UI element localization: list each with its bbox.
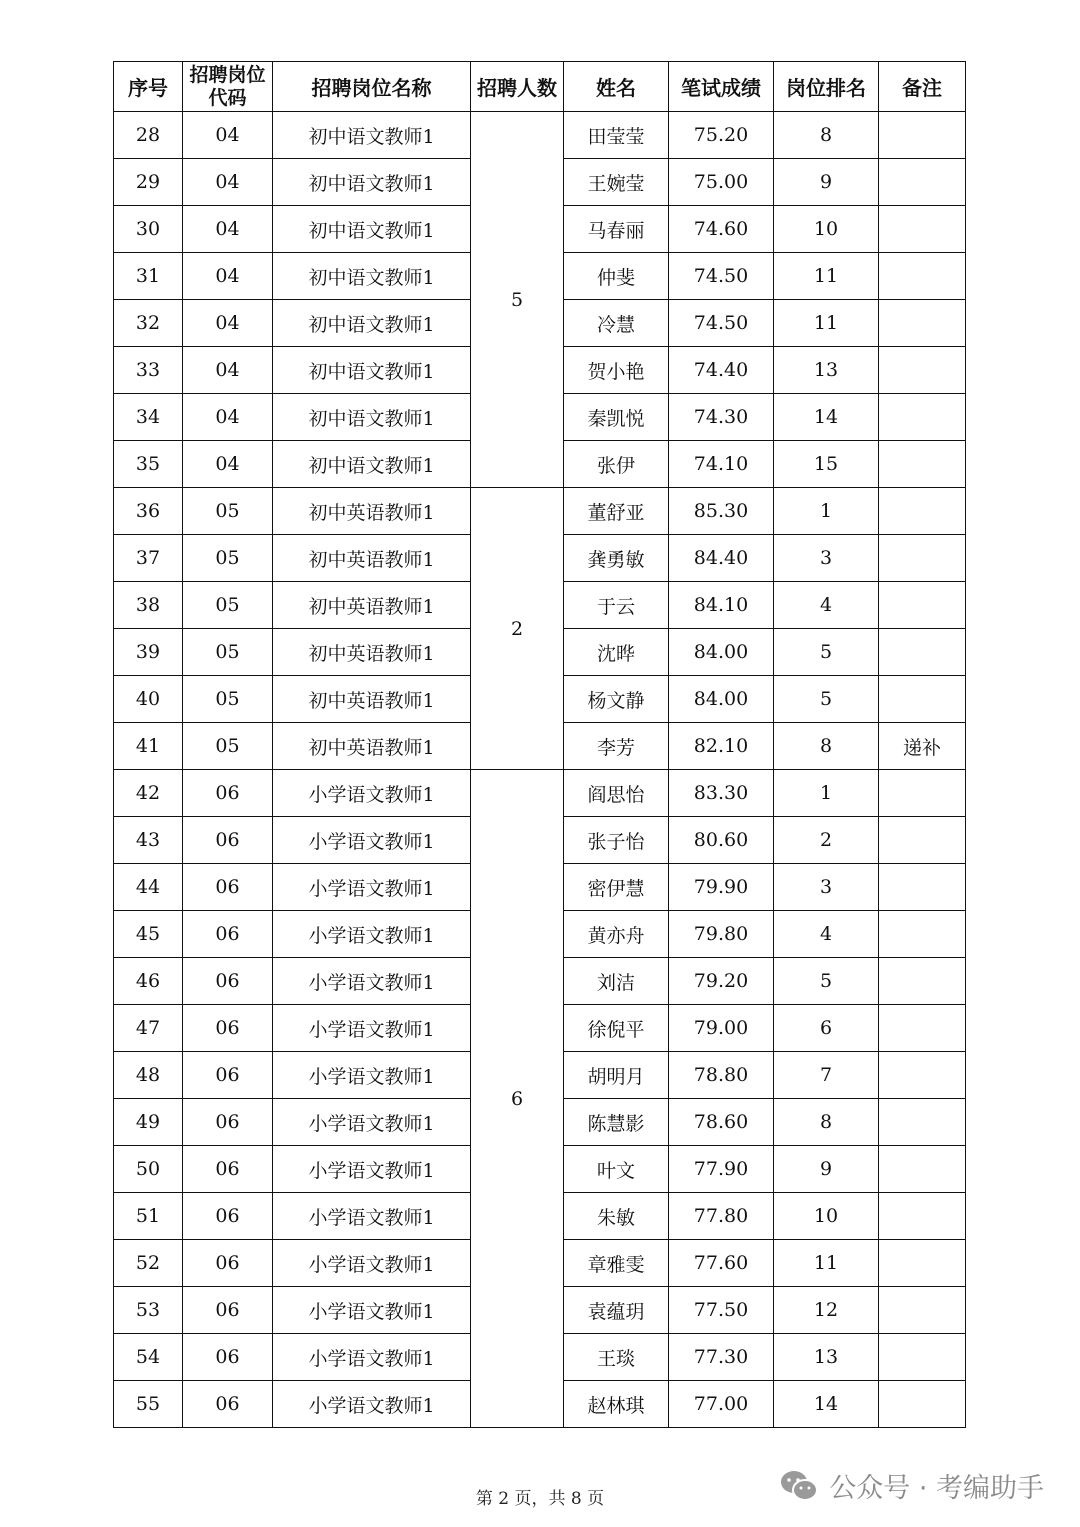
row-score: 78.60 (669, 1099, 774, 1146)
row-post: 小学语文教师1 (273, 1193, 471, 1240)
row-no: 41 (114, 723, 183, 770)
row-no: 46 (114, 958, 183, 1005)
row-note (879, 347, 966, 394)
watermark-text: 公众号 · 考编助手 (829, 1473, 1044, 1504)
row-code: 04 (183, 253, 273, 300)
row-rank: 9 (774, 1146, 879, 1193)
row-post: 初中语文教师1 (273, 394, 471, 441)
row-score: 77.30 (669, 1334, 774, 1381)
page-footer: 第 2 页，共 8 页 (475, 1489, 605, 1509)
row-post: 小学语文教师1 (273, 1381, 471, 1428)
row-score: 74.40 (669, 347, 774, 394)
row-note (879, 676, 966, 723)
row-name: 于云 (564, 582, 669, 629)
row-name: 赵林琪 (564, 1381, 669, 1428)
row-name: 黄亦舟 (564, 911, 669, 958)
row-no: 49 (114, 1099, 183, 1146)
row-no: 43 (114, 817, 183, 864)
row-code: 05 (183, 723, 273, 770)
row-rank: 6 (774, 1005, 879, 1052)
row-no: 34 (114, 394, 183, 441)
row-code: 04 (183, 441, 273, 488)
row-code: 04 (183, 206, 273, 253)
row-name: 秦凯悦 (564, 394, 669, 441)
row-code: 05 (183, 582, 273, 629)
watermark (779, 1466, 1044, 1505)
row-score: 77.80 (669, 1193, 774, 1240)
row-name: 杨文静 (564, 676, 669, 723)
row-code: 06 (183, 1334, 273, 1381)
row-no: 40 (114, 676, 183, 723)
row-note (879, 958, 966, 1005)
row-post: 初中英语教师1 (273, 488, 471, 535)
row-post: 小学语文教师1 (273, 1146, 471, 1193)
row-code: 06 (183, 911, 273, 958)
row-post: 小学语文教师1 (273, 1052, 471, 1099)
row-rank: 5 (774, 958, 879, 1005)
row-score: 80.60 (669, 817, 774, 864)
row-note (879, 911, 966, 958)
row-name: 朱敏 (564, 1193, 669, 1240)
row-code: 04 (183, 347, 273, 394)
row-post: 小学语文教师1 (273, 817, 471, 864)
row-name: 胡明月 (564, 1052, 669, 1099)
row-rank: 7 (774, 1052, 879, 1099)
header-score: 笔试成绩 (669, 62, 774, 112)
row-no: 45 (114, 911, 183, 958)
row-name: 贺小艳 (564, 347, 669, 394)
row-note (879, 629, 966, 676)
row-score: 79.80 (669, 911, 774, 958)
row-no: 47 (114, 1005, 183, 1052)
table-row (114, 770, 966, 817)
row-post: 初中语文教师1 (273, 112, 471, 159)
row-no: 53 (114, 1287, 183, 1334)
row-no: 37 (114, 535, 183, 582)
row-note (879, 1287, 966, 1334)
row-note (879, 1146, 966, 1193)
row-name: 袁蕴玥 (564, 1287, 669, 1334)
row-note (879, 300, 966, 347)
row-post: 小学语文教师1 (273, 1099, 471, 1146)
results-table (113, 61, 966, 1428)
row-note (879, 112, 966, 159)
table-body (114, 112, 966, 1428)
row-note (879, 864, 966, 911)
row-score: 75.00 (669, 159, 774, 206)
row-note (879, 441, 966, 488)
header-no: 序号 (114, 62, 183, 112)
row-rank: 15 (774, 441, 879, 488)
row-post: 小学语文教师1 (273, 958, 471, 1005)
row-rank: 11 (774, 253, 879, 300)
row-rank: 1 (774, 770, 879, 817)
row-name: 陈慧影 (564, 1099, 669, 1146)
row-score: 77.00 (669, 1381, 774, 1428)
row-score: 83.30 (669, 770, 774, 817)
row-post: 初中英语教师1 (273, 582, 471, 629)
row-code: 06 (183, 770, 273, 817)
row-code: 06 (183, 817, 273, 864)
row-no: 55 (114, 1381, 183, 1428)
row-name: 沈晔 (564, 629, 669, 676)
row-rank: 9 (774, 159, 879, 206)
row-name: 刘洁 (564, 958, 669, 1005)
row-post: 初中语文教师1 (273, 253, 471, 300)
row-post: 初中语文教师1 (273, 347, 471, 394)
row-rank: 5 (774, 629, 879, 676)
row-code: 04 (183, 300, 273, 347)
row-rank: 14 (774, 1381, 879, 1428)
row-no: 29 (114, 159, 183, 206)
row-code: 06 (183, 1005, 273, 1052)
row-rank: 8 (774, 112, 879, 159)
row-name: 章雅雯 (564, 1240, 669, 1287)
row-name: 徐倪平 (564, 1005, 669, 1052)
row-post: 初中语文教师1 (273, 300, 471, 347)
row-no: 51 (114, 1193, 183, 1240)
row-code: 06 (183, 1240, 273, 1287)
row-post: 初中英语教师1 (273, 676, 471, 723)
row-code: 06 (183, 1052, 273, 1099)
row-score: 79.90 (669, 864, 774, 911)
row-score: 84.00 (669, 676, 774, 723)
header-code: 招聘岗位 代码 (183, 62, 273, 112)
row-rank: 11 (774, 300, 879, 347)
row-no: 35 (114, 441, 183, 488)
row-name: 龚勇敏 (564, 535, 669, 582)
row-rank: 1 (774, 488, 879, 535)
row-name: 仲斐 (564, 253, 669, 300)
row-post: 小学语文教师1 (273, 1334, 471, 1381)
row-rank: 8 (774, 1099, 879, 1146)
row-code: 06 (183, 958, 273, 1005)
row-rank: 3 (774, 535, 879, 582)
row-count: 6 (471, 770, 564, 1428)
row-note (879, 206, 966, 253)
row-note (879, 488, 966, 535)
header-row (114, 62, 966, 112)
row-code: 06 (183, 1146, 273, 1193)
row-rank: 4 (774, 911, 879, 958)
row-score: 84.10 (669, 582, 774, 629)
row-name: 马春丽 (564, 206, 669, 253)
row-rank: 13 (774, 347, 879, 394)
row-count: 5 (471, 112, 564, 488)
row-rank: 13 (774, 1334, 879, 1381)
row-post: 初中语文教师1 (273, 159, 471, 206)
header-post: 招聘岗位名称 (273, 62, 471, 112)
row-score: 77.90 (669, 1146, 774, 1193)
row-no: 30 (114, 206, 183, 253)
row-no: 52 (114, 1240, 183, 1287)
row-code: 06 (183, 1099, 273, 1146)
row-no: 54 (114, 1334, 183, 1381)
row-no: 50 (114, 1146, 183, 1193)
row-note (879, 582, 966, 629)
header-note: 备注 (879, 62, 966, 112)
table-row (114, 112, 966, 159)
table-row (114, 488, 966, 535)
row-note: 递补 (879, 723, 966, 770)
wechat-icon (779, 1469, 819, 1503)
row-code: 05 (183, 488, 273, 535)
row-name: 董舒亚 (564, 488, 669, 535)
row-count: 2 (471, 488, 564, 770)
row-rank: 3 (774, 864, 879, 911)
row-name: 叶文 (564, 1146, 669, 1193)
row-rank: 10 (774, 1193, 879, 1240)
row-note (879, 1099, 966, 1146)
row-note (879, 535, 966, 582)
row-no: 33 (114, 347, 183, 394)
row-score: 74.50 (669, 300, 774, 347)
row-code: 05 (183, 676, 273, 723)
row-no: 42 (114, 770, 183, 817)
row-post: 小学语文教师1 (273, 1287, 471, 1334)
row-no: 36 (114, 488, 183, 535)
row-post: 初中英语教师1 (273, 535, 471, 582)
row-code: 05 (183, 535, 273, 582)
row-no: 39 (114, 629, 183, 676)
row-name: 王琰 (564, 1334, 669, 1381)
row-rank: 11 (774, 1240, 879, 1287)
row-note (879, 394, 966, 441)
row-score: 79.20 (669, 958, 774, 1005)
row-no: 38 (114, 582, 183, 629)
row-code: 06 (183, 864, 273, 911)
row-rank: 5 (774, 676, 879, 723)
row-no: 44 (114, 864, 183, 911)
row-score: 84.00 (669, 629, 774, 676)
row-note (879, 770, 966, 817)
row-note (879, 159, 966, 206)
row-no: 31 (114, 253, 183, 300)
row-name: 张伊 (564, 441, 669, 488)
row-post: 初中英语教师1 (273, 723, 471, 770)
row-post: 小学语文教师1 (273, 864, 471, 911)
row-name: 张子怡 (564, 817, 669, 864)
row-score: 74.60 (669, 206, 774, 253)
row-rank: 8 (774, 723, 879, 770)
row-rank: 4 (774, 582, 879, 629)
row-note (879, 1193, 966, 1240)
row-code: 05 (183, 629, 273, 676)
row-name: 李芳 (564, 723, 669, 770)
row-code: 04 (183, 159, 273, 206)
row-note (879, 1005, 966, 1052)
row-score: 74.10 (669, 441, 774, 488)
row-post: 小学语文教师1 (273, 770, 471, 817)
row-name: 密伊慧 (564, 864, 669, 911)
row-post: 初中语文教师1 (273, 206, 471, 253)
row-code: 06 (183, 1381, 273, 1428)
row-note (879, 1334, 966, 1381)
row-rank: 14 (774, 394, 879, 441)
row-score: 82.10 (669, 723, 774, 770)
row-note (879, 1381, 966, 1428)
row-score: 77.50 (669, 1287, 774, 1334)
header-count: 招聘人数 (471, 62, 564, 112)
header-name: 姓名 (564, 62, 669, 112)
row-name: 王婉莹 (564, 159, 669, 206)
row-code: 06 (183, 1287, 273, 1334)
row-name: 阎思怡 (564, 770, 669, 817)
row-post: 初中英语教师1 (273, 629, 471, 676)
row-rank: 10 (774, 206, 879, 253)
row-no: 32 (114, 300, 183, 347)
row-rank: 12 (774, 1287, 879, 1334)
row-score: 84.40 (669, 535, 774, 582)
row-score: 77.60 (669, 1240, 774, 1287)
row-note (879, 1240, 966, 1287)
row-rank: 2 (774, 817, 879, 864)
row-code: 04 (183, 394, 273, 441)
row-post: 小学语文教师1 (273, 1005, 471, 1052)
row-no: 48 (114, 1052, 183, 1099)
row-note (879, 817, 966, 864)
row-post: 小学语文教师1 (273, 1240, 471, 1287)
row-score: 74.30 (669, 394, 774, 441)
row-code: 06 (183, 1193, 273, 1240)
row-name: 冷慧 (564, 300, 669, 347)
row-post: 小学语文教师1 (273, 911, 471, 958)
row-score: 75.20 (669, 112, 774, 159)
row-no: 28 (114, 112, 183, 159)
header-rank: 岗位排名 (774, 62, 879, 112)
row-score: 78.80 (669, 1052, 774, 1099)
row-score: 79.00 (669, 1005, 774, 1052)
row-score: 74.50 (669, 253, 774, 300)
row-score: 85.30 (669, 488, 774, 535)
row-code: 04 (183, 112, 273, 159)
row-note (879, 1052, 966, 1099)
row-name: 田莹莹 (564, 112, 669, 159)
row-note (879, 253, 966, 300)
row-post: 初中语文教师1 (273, 441, 471, 488)
